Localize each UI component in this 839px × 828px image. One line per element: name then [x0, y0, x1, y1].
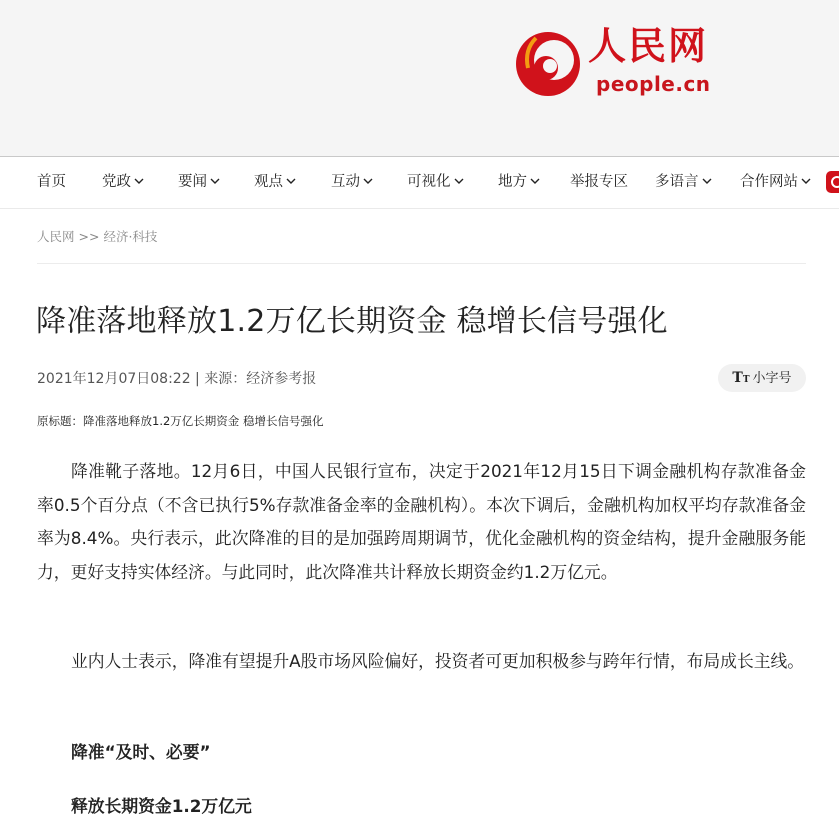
nav-item-languages[interactable]: 多语言 — [655, 157, 712, 208]
logo-wordmark: 人民网 — [588, 23, 709, 68]
font-toggle-label: 小字号 — [752, 371, 792, 386]
site-header — [0, 0, 839, 157]
page-title: 降准落地释放1.2万亿长期资金 稳增长信号强化 — [36, 304, 668, 339]
nav-item-report[interactable]: 举报专区 — [570, 174, 628, 190]
chevron-down-icon — [801, 178, 811, 184]
article-paragraph: 降准靴子落地。12月6日，中国人民银行宣布，决定于2021年12月15日下调金融机构存款准备金率0.5个百分点（不含已执行5%存款准备金率的金融机构）。本次下调后，金融机构加权平均存款准备金率为8.4%。央行表示，此次降准的目的是加强跨周期调节，优化金融机构的资金结构，提升金融服务能力，更好支持实体经济。与此同时，此次降准共计释放长期资金约1.2万亿元。 — [37, 461, 806, 583]
article-subheading: 降准“及时、必要” — [71, 742, 211, 762]
article-subheading: 释放长期资金1.2万亿元 — [71, 796, 252, 816]
breadcrumb — [37, 227, 157, 245]
article-meta: 2021年12月07日08:22 | 来源：经济参考报 — [37, 371, 317, 387]
breadcrumb-separator: >> — [78, 229, 100, 244]
chevron-down-icon — [286, 178, 296, 184]
chevron-down-icon — [454, 178, 464, 184]
site-logo[interactable] — [514, 24, 714, 104]
chevron-down-icon — [210, 178, 220, 184]
app-icon[interactable] — [826, 171, 839, 193]
nav-item-party[interactable]: 党政 — [102, 157, 144, 208]
font-size-toggle-button[interactable] — [718, 364, 806, 392]
nav-item-news[interactable]: 要闻 — [178, 157, 220, 208]
nav-item-partners[interactable]: 合作网站 — [740, 157, 811, 208]
chevron-down-icon — [702, 178, 712, 184]
chevron-down-icon — [134, 178, 144, 184]
main-nav — [0, 157, 839, 209]
nav-item-home[interactable]: 首页 — [37, 174, 66, 190]
chevron-down-icon — [530, 178, 540, 184]
breadcrumb-home[interactable]: 人民网 — [37, 229, 75, 244]
logo-domain: people.cn — [596, 72, 711, 96]
breadcrumb-section[interactable]: 经济·科技 — [103, 229, 158, 244]
chevron-down-icon — [363, 178, 373, 184]
divider — [37, 263, 806, 264]
nav-item-visual[interactable]: 可视化 — [407, 157, 464, 208]
nav-item-interact[interactable]: 互动 — [331, 157, 373, 208]
logo-swirl-icon — [514, 28, 586, 100]
nav-item-local[interactable]: 地方 — [498, 157, 540, 208]
article-paragraph: 业内人士表示，降准有望提升A股市场风险偏好，投资者可更加积极参与跨年行情，布局成长主线。 — [71, 651, 805, 671]
nav-item-opinion[interactable]: 观点 — [254, 157, 296, 208]
font-size-icon: TT — [732, 370, 750, 386]
original-title: 原标题：降准落地释放1.2万亿长期资金 稳增长信号强化 — [37, 414, 324, 428]
